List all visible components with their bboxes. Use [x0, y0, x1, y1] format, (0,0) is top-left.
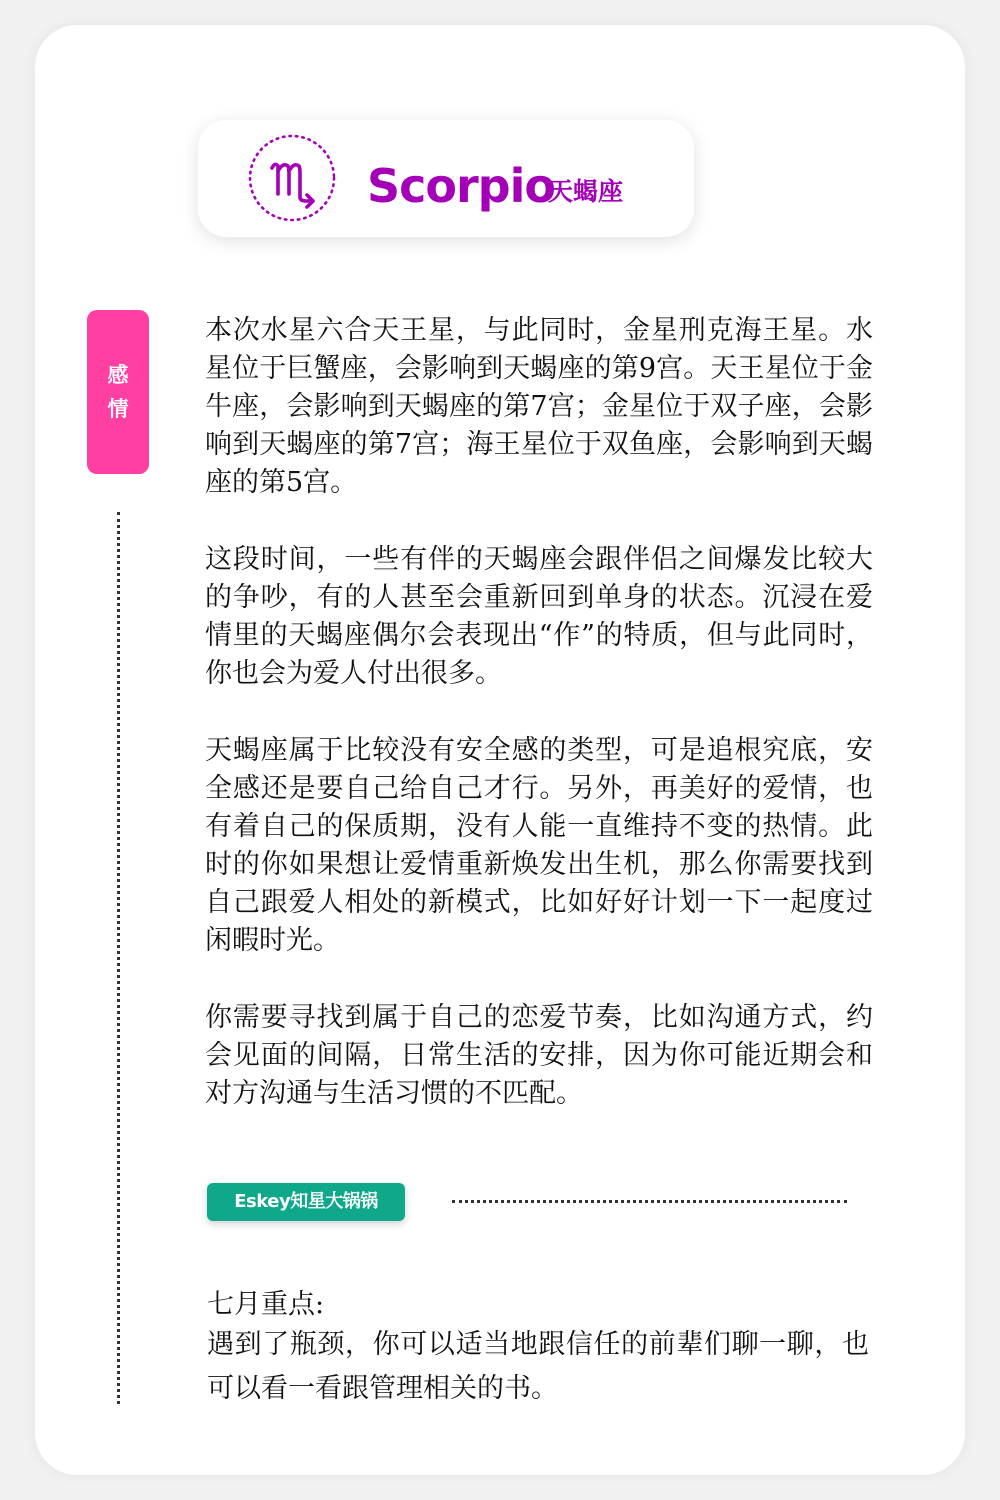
paragraph: 这段时间，一些有伴的天蝎座会跟伴侣之间爆发比较大的争吵，有的人甚至会重新回到单身的状态。沉浸在爱情里的天蝎座偶尔会表现出“作”的特质，但与此同时，你也会为爱人付出很多。	[205, 544, 873, 689]
focus-text: 遇到了瓶颈，你可以适当地跟信任的前辈们聊一聊，也可以看一看跟管理相关的书。	[207, 1329, 869, 1404]
sign-name: Scorpio	[367, 159, 555, 213]
author-badge: Eskey知星大锅锅	[207, 1183, 405, 1221]
sign-name-chinese: 天蝎座	[548, 177, 624, 206]
horizontal-dotted-divider	[452, 1200, 847, 1203]
paragraph: 你需要寻找到属于自己的恋爱节奏，比如沟通方式，约会见面的间隔，日常生活的安排，因为你可能近期会和对方沟通与生活习惯的不匹配。	[205, 1002, 873, 1109]
section-tag-love	[87, 310, 149, 474]
paragraph: 天蝎座属于比较没有安全感的类型，可是追根究底，安全感还是要自己给自己才行。另外，再美好的爱情，也有着自己的保质期，没有人能一直维持不变的热情。此时的你如果想让爱情重新焕发出生机，那么你需要找到自己跟爱人相处的新模式，比如好好计划一下一起度过闲暇时光。	[205, 735, 873, 956]
focus-label: 七月重点:	[207, 1289, 325, 1320]
section-tag-label: 感情	[107, 363, 129, 421]
paragraph: 本次水星六合天王星，与此同时，金星刑克海王星。水星位于巨蟹座，会影响到天蝎座的第9宫。天王星位于金牛座，会影响到天蝎座的第7宫；金星位于双子座，会影响到天蝎座的第7宫；海王星位于双鱼座，会影响到天蝎座的第5宫。	[205, 315, 873, 498]
scorpio-symbol-icon	[247, 133, 337, 223]
article-body	[205, 312, 873, 1152]
vertical-dotted-divider	[117, 512, 120, 1404]
